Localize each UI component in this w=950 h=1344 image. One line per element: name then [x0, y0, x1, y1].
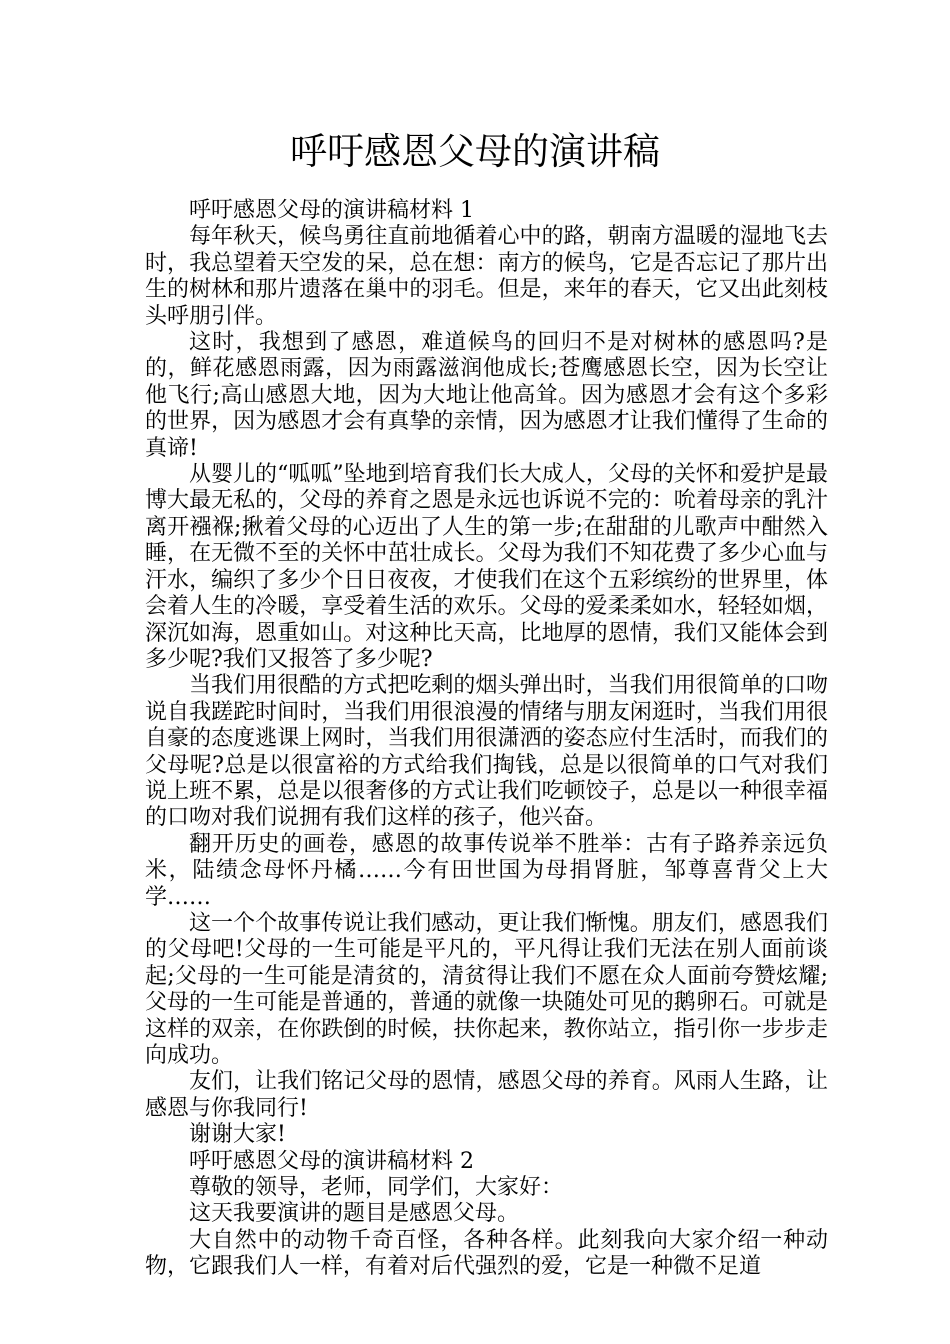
paragraph: 这时，我想到了感恩，难道候鸟的回归不是对树林的感恩吗?是的，鲜花感恩雨露，因为雨露滋润他成长;苍鹰感恩长空，因为长空让他飞行;高山感恩大地，因为大地让他高耸。因为感恩才会有这个多彩的世界，因为感恩才会有真挚的亲情，因为感恩才让我们懂得了生命的真谛! [145, 330, 828, 461]
paragraph: 翻开历史的画卷，感恩的故事传说举不胜举：古有子路养亲远负米，陆绩念母怀丹橘……今有田世国为母捐肾脏，邹尊喜背父上大学…… [145, 831, 828, 910]
paragraph-greeting: 尊敬的领导，老师，同学们，大家好： [189, 1175, 564, 1201]
paragraph: 这一个个故事传说让我们感动，更让我们惭愧。朋友们，感恩我们的父母吧!父母的一生可能是平凡的，平凡得让我们无法在别人面前谈起;父母的一生可能是清贫的，清贫得让我们不愿在众人面前夸赞炫耀;父母的一生可能是普通的，普通的就像一块随处可见的鹅卵石。可就是这样的双亲，在你跌倒的时候，扶你起来，教你站立，指引你一步步走向成功。 [145, 910, 828, 1068]
paragraph-thanks: 谢谢大家! [189, 1122, 286, 1148]
paragraph: 当我们用很酷的方式把吃剩的烟头弹出时，当我们用很简单的口吻说自我蹉跎时间时，当我们用很浪漫的情绪与朋友闲逛时，当我们用很自豪的态度逃课上网时，当我们用很潇洒的姿态应付生活时，而我们的父母呢?总是以很富裕的方式给我们掏钱，总是以很简单的口气对我们说上班不累，总是以很奢侈的方式让我们吃顿饺子，总是以一种很幸福的口吻对我们说拥有我们这样的孩子，他兴奋。 [145, 673, 828, 831]
paragraph: 这天我要演讲的题目是感恩父母。 [189, 1201, 520, 1227]
paragraph-heading-material-1: 呼吁感恩父母的演讲稿材料 1 [189, 198, 474, 223]
document-body [145, 198, 828, 1281]
paragraph: 友们，让我们铭记父母的恩情，感恩父母的养育。风雨人生路，让感恩与你我同行! [145, 1069, 828, 1121]
paragraph-heading-material-2: 呼吁感恩父母的演讲稿材料 2 [189, 1148, 474, 1174]
paragraph: 每年秋天，候鸟勇往直前地循着心中的路，朝南方温暖的湿地飞去时，我总望着天空发的呆，总在想：南方的候鸟，它是否忘记了那片出生的树林和那片遗落在巢中的羽毛。但是，来年的春天，它又出此刻枝头呼朋引伴。 [145, 224, 828, 329]
document-title: 呼吁感恩父母的演讲稿 [290, 130, 660, 173]
paragraph: 大自然中的动物千奇百怪，各种各样。此刻我向大家介绍一种动物，它跟我们人一样，有着对后代强烈的爱，它是一种微不足道 [145, 1227, 828, 1280]
paragraph: 从婴儿的“呱呱”坠地到培育我们长大成人，父母的关怀和爱护是最博大最无私的，父母的养育之恩是永远也诉说不完的：吮着母亲的乳汁离开襁褓;揪着父母的心迈出了人生的第一步;在甜甜的儿歌声中酣然入睡，在无微不至的关怀中茁壮成长。父母为我们不知花费了多少心血与汗水，编织了多少个日日夜夜，才使我们在这个五彩缤纷的世界里，体会着人生的冷暖，享受着生活的欢乐。父母的爱柔柔如水，轻轻如烟，深沉如海，恩重如山。对这种比天高，比地厚的恩情，我们又能体会到多少呢?我们又报答了多少呢? [145, 462, 828, 672]
